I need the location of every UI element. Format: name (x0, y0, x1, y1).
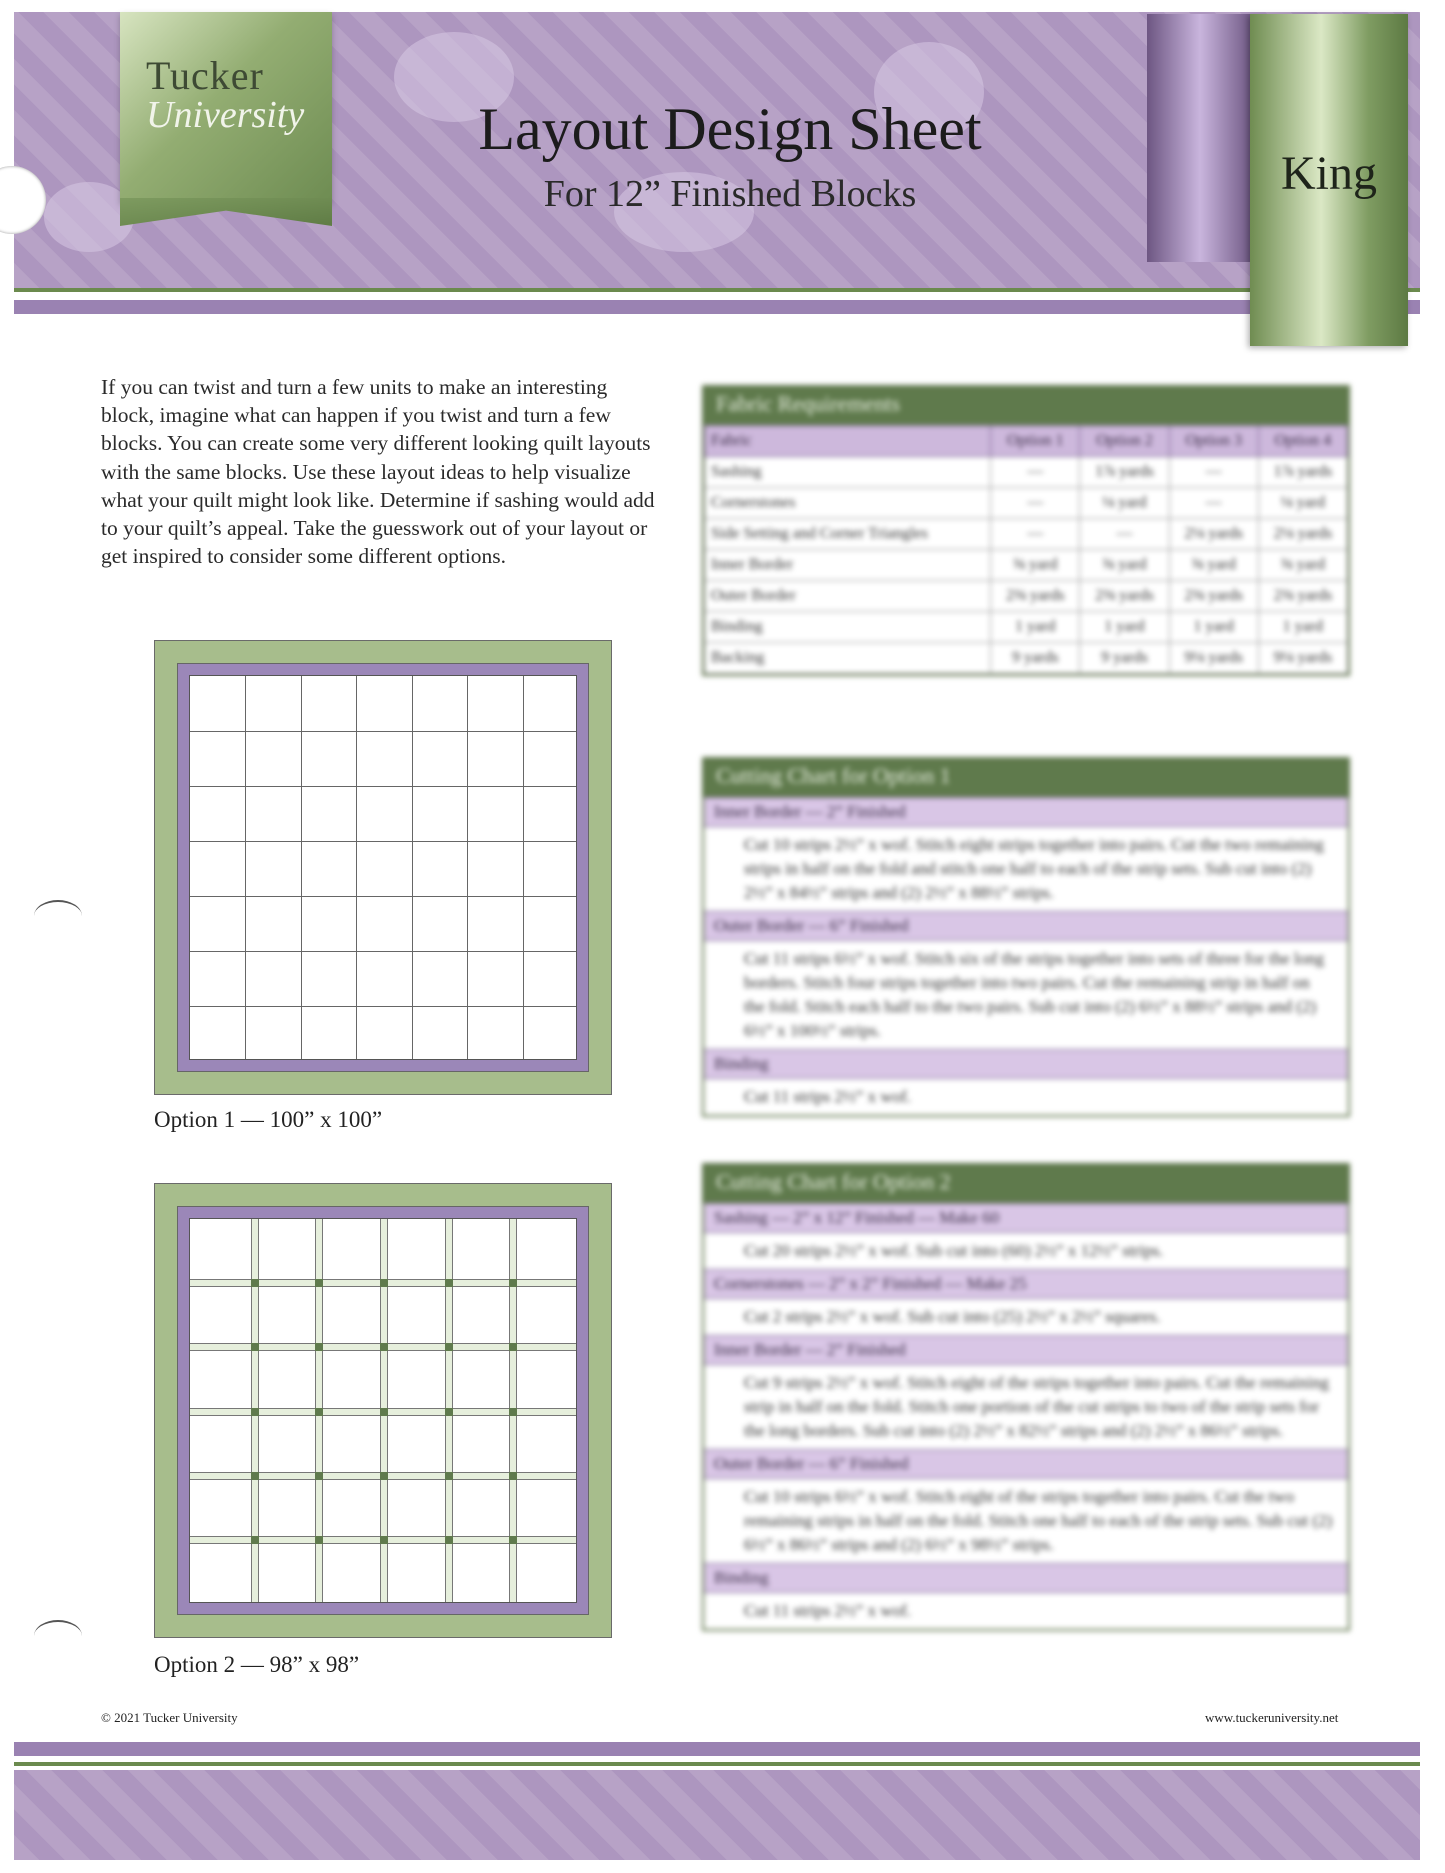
column-header: Option 1 (991, 426, 1080, 457)
table-cell: Cornerstones (705, 488, 991, 519)
footer-banner (14, 1770, 1420, 1860)
ribbon-purple (1147, 14, 1253, 262)
table-cell: — (991, 457, 1080, 488)
cutting-section-label: Inner Border — 2” Finished (704, 797, 1348, 827)
block-grid (189, 675, 577, 1060)
cornerstone (251, 1536, 259, 1544)
table-cell: 2⅜ yards (1080, 581, 1169, 612)
table-cell: 1 yard (1080, 612, 1169, 643)
logo-text: Tucker (146, 53, 264, 98)
cutting-section-label: Sashing — 2” x 12” Finished — Make 60 (704, 1203, 1348, 1233)
cutting-section-label: Outer Border — 6” Finished (704, 1449, 1348, 1479)
table-cell: 1 yard (1169, 612, 1258, 643)
table-cell: Side Setting and Corner Triangles (705, 519, 991, 550)
table-title: Fabric Requirements (704, 387, 1348, 425)
table-cell: — (1080, 519, 1169, 550)
table-cell: — (991, 488, 1080, 519)
logo-text: University (146, 94, 305, 136)
table-cell: ⅛ yard (1080, 488, 1169, 519)
table-row (705, 488, 1348, 519)
table-cell: 1 yard (991, 612, 1080, 643)
table-row (705, 643, 1348, 674)
cutting-instructions: Cut 11 strips 6½” x wof. Stitch six of the strips together into sets of three for the long borders. Stitch four strips together into two pairs. Cut the remaining strip in half on the fold. Stitch each half to the two pairs. Sub cut into (2) 6½” x 88½” strips and (2) 6½” x 100½” strips. (744, 949, 1325, 1040)
cornerstone (315, 1472, 323, 1480)
cutting-instructions: Cut 2 strips 2½” x wof. Sub cut into (25) 2½” x 2½” squares. (744, 1307, 1161, 1326)
block-seam (190, 731, 576, 732)
table-cell: 9⅛ yards (1169, 643, 1258, 674)
table-row (705, 581, 1348, 612)
cornerstone (380, 1408, 388, 1416)
fabric-requirements-table (702, 385, 1350, 676)
cutting-instructions: Cut 11 strips 2½” x wof. (744, 1087, 912, 1106)
cutting-instructions: Cut 10 strips 2½” x wof. Stitch eight strips together into pairs. Cut the two remaining strips in half on the fold and stitch one half to each of the strip sets. Sub cut into (2) 2½” x 84½” strips and (2) 2½” x 88½” strips. (744, 835, 1324, 902)
block-seam (190, 1006, 576, 1007)
table-cell: Sashing (705, 457, 991, 488)
cornerstone (509, 1279, 517, 1287)
table-cell: 9 yards (991, 643, 1080, 674)
cornerstone (380, 1279, 388, 1287)
table-cell: ⅝ yard (991, 550, 1080, 581)
cornerstone (315, 1279, 323, 1287)
block-seam (190, 951, 576, 952)
cornerstone (251, 1408, 259, 1416)
cornerstone (445, 1408, 453, 1416)
column-header: Option 2 (1080, 426, 1169, 457)
quilt-layout-option-1 (154, 640, 612, 1095)
table-cell: ⅝ yard (1258, 550, 1347, 581)
intro-paragraph: If you can twist and turn a few units to make an interesting block, imagine what can happen if you twist and turn a few blocks. You can create some very different looking quilt layouts with the same blocks. Use these layout ideas to help visualize what your quilt might look like. Determine if sashing would add to your quilt’s appeal. Take the guesswork out of your layout or get inspired to consider some different options. (101, 375, 655, 569)
block-seam (523, 676, 524, 1059)
block-seam (190, 786, 576, 787)
cutting-chart-option-2 (702, 1163, 1350, 1631)
table-cell: ⅝ yard (1169, 550, 1258, 581)
cornerstone (509, 1408, 517, 1416)
header-divider (14, 300, 1420, 314)
cornerstone (380, 1343, 388, 1351)
table-cell: 2⅜ yards (1169, 581, 1258, 612)
table-cell: 2⅜ yards (991, 581, 1080, 612)
footer-divider (14, 1742, 1420, 1756)
cutting-instructions: Cut 9 strips 2½” x wof. Stitch eight of the strips together into pairs. Cut the remaining strip in half on the fold. Stitch one portion of the cut strips to two of the strip sets for the long borders. Sub cut into (2) 2½” x 82½” strips and (2) 2½” x 86½” strips. (744, 1373, 1330, 1440)
cornerstone (380, 1536, 388, 1544)
cornerstone (251, 1279, 259, 1287)
cornerstone (315, 1343, 323, 1351)
footer-divider (14, 1762, 1420, 1766)
table-cell: 9 yards (1080, 643, 1169, 674)
cornerstone (315, 1536, 323, 1544)
column-header: Option 3 (1169, 426, 1258, 457)
table-cell: 1⅞ yards (1258, 457, 1347, 488)
cutting-instructions: Cut 10 strips 6½” x wof. Stitch eight of the strips together into pairs. Cut the two remaining strips in half on the fold. Stitch one half to each of the strip sets. Sub cut (2) 6½” x 86½” strips and (2) 6½” x 98½” strips. (744, 1487, 1333, 1554)
table-cell: 9⅛ yards (1258, 643, 1347, 674)
table-cell: Backing (705, 643, 991, 674)
header-divider (14, 288, 1420, 292)
cutting-instructions: Cut 11 strips 2½” x wof. (744, 1601, 912, 1620)
table-cell: ⅝ yard (1080, 550, 1169, 581)
cornerstone (445, 1279, 453, 1287)
cornerstone (509, 1472, 517, 1480)
quilt-layout-option-2 (154, 1183, 612, 1638)
block-seam (412, 676, 413, 1059)
table-cell: — (1169, 457, 1258, 488)
table-title: Cutting Chart for Option 2 (704, 1165, 1348, 1203)
table-cell: — (1169, 488, 1258, 519)
cornerstone (251, 1343, 259, 1351)
table-cell: 2⅜ yards (1258, 581, 1347, 612)
cornerstone (380, 1472, 388, 1480)
column-header: Fabric (705, 426, 991, 457)
binder-hole-mark (34, 900, 82, 932)
block-seam (245, 676, 246, 1059)
table-cell: 2⅛ yards (1169, 519, 1258, 550)
cornerstone (445, 1536, 453, 1544)
cutting-section-label: Binding (704, 1563, 1348, 1593)
copyright: © 2021 Tucker University (101, 1710, 238, 1725)
cornerstone (251, 1472, 259, 1480)
cornerstone (315, 1408, 323, 1416)
block-seam (356, 676, 357, 1059)
cutting-section-label: Inner Border — 2” Finished (704, 1335, 1348, 1365)
table-cell: 1⅞ yards (1080, 457, 1169, 488)
block-seam (467, 676, 468, 1059)
page-subtitle: For 12” Finished Blocks (543, 173, 917, 215)
binder-hole-mark (34, 1620, 82, 1652)
cutting-section-label: Cornerstones — 2” x 2” Finished — Make 25 (704, 1269, 1348, 1299)
table-title: Cutting Chart for Option 1 (704, 759, 1348, 797)
block-seam (190, 896, 576, 897)
cutting-chart-option-1 (702, 757, 1350, 1117)
block-grid (189, 1218, 577, 1603)
table-cell: Binding (705, 612, 991, 643)
table-row (705, 519, 1348, 550)
cutting-section-label: Outer Border — 6” Finished (704, 911, 1348, 941)
size-tab-label: King (1281, 147, 1377, 200)
table-cell: 1 yard (1258, 612, 1347, 643)
block-seam (301, 676, 302, 1059)
table-cell: ⅛ yard (1258, 488, 1347, 519)
table-row (705, 550, 1348, 581)
cornerstone (445, 1472, 453, 1480)
table-cell: Outer Border (705, 581, 991, 612)
table-cell: — (991, 519, 1080, 550)
table-row (705, 457, 1348, 488)
cornerstone (445, 1343, 453, 1351)
table-row (705, 612, 1348, 643)
cornerstone (509, 1343, 517, 1351)
layout-caption: Option 2 — 98” x 98” (154, 1652, 360, 1677)
cutting-section-label: Binding (704, 1049, 1348, 1079)
table-cell: Inner Border (705, 550, 991, 581)
cornerstone (509, 1536, 517, 1544)
block-seam (190, 841, 576, 842)
layout-caption: Option 1 — 100” x 100” (154, 1107, 383, 1132)
table-cell: 2⅛ yards (1258, 519, 1347, 550)
column-header: Option 4 (1258, 426, 1347, 457)
cutting-instructions: Cut 20 strips 2½” x wof. Sub cut into (60) 2½” x 12½” strips. (744, 1241, 1164, 1260)
website-link[interactable]: www.tuckeruniversity.net (1205, 1710, 1339, 1725)
page-title: Layout Design Sheet (478, 96, 982, 162)
